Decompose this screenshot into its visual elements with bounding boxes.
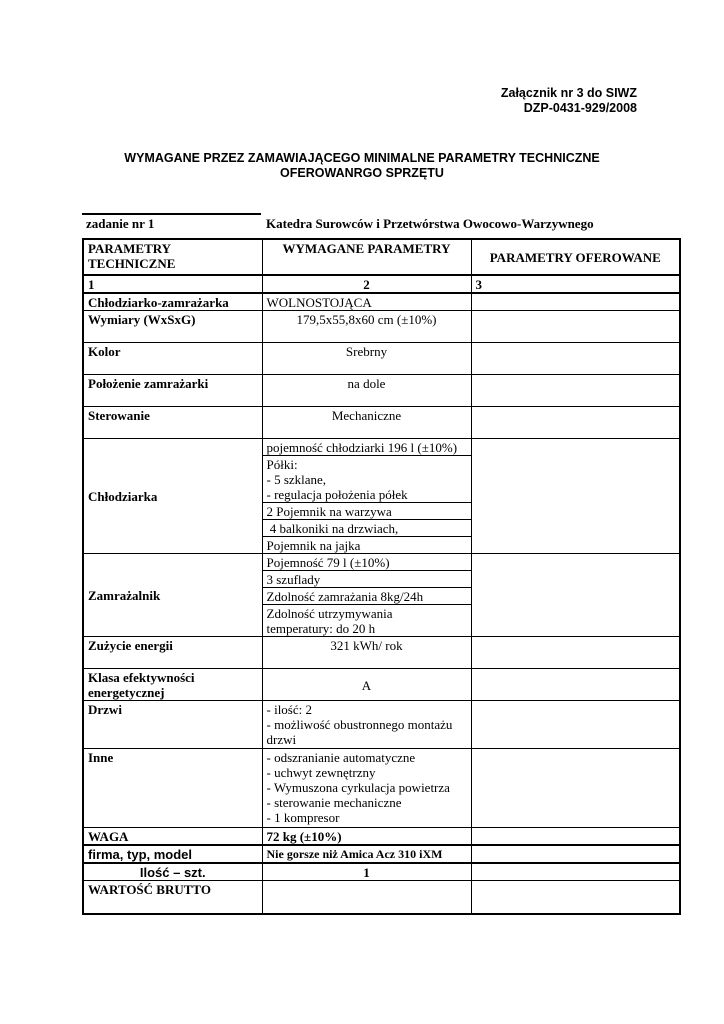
row-value-control: Mechaniczne xyxy=(262,407,471,439)
freezer-spec-item: temperatury: do 20 h xyxy=(266,621,376,636)
row-value-gross-value[interactable] xyxy=(262,881,471,914)
row-value-quantity: 1 xyxy=(262,863,471,881)
offered-cell[interactable] xyxy=(471,407,680,439)
offered-cell[interactable] xyxy=(471,701,680,749)
row-value-fridge xyxy=(262,439,471,554)
table-row xyxy=(83,293,680,311)
row-label-color: Kolor xyxy=(83,343,262,375)
other-spec-item: - uchwyt zewnętrzny xyxy=(266,765,376,780)
task-label: zadanie nr 1 xyxy=(86,216,155,231)
column-number-2: 2 xyxy=(262,275,471,293)
row-value-model: Nie gorsze niż Amica Acz 310 iXM xyxy=(262,845,471,863)
freezer-spec-item: 3 szuflady xyxy=(263,571,471,588)
document-title-line2: OFEROWANRGO SPRZĘTU xyxy=(280,166,444,180)
fridge-spec-item: - 5 szklane, xyxy=(266,472,327,487)
row-label-device: Chłodziarko-zamrażarka xyxy=(83,293,262,311)
header-offered-params: PARAMETRY OFEROWANE xyxy=(471,239,680,275)
row-label-gross-value: WARTOŚĆ BRUTTO xyxy=(83,881,262,914)
row-label-energy-class: Klasa efektywności energetycznej xyxy=(83,669,262,701)
freezer-spec-item: Zdolność zamrażania 8kg/24h xyxy=(263,588,471,605)
row-label-freezer-position: Położenie zamrażarki xyxy=(83,375,262,407)
document-title-line1: WYMAGANE PRZEZ ZAMAWIAJĄCEGO MINIMALNE PARAMETRY TECHNICZNE xyxy=(124,151,600,165)
freezer-retention xyxy=(263,605,471,636)
row-value-freezer-position: na dole xyxy=(262,375,471,407)
row-value-dimensions: 179,5x55,8x60 cm (±10%) xyxy=(262,311,471,343)
offered-cell[interactable] xyxy=(471,828,680,846)
table-row xyxy=(83,749,680,828)
offered-cell[interactable] xyxy=(471,375,680,407)
row-label-freezer: Zamrażalnik xyxy=(83,554,262,637)
column-number-3: 3 xyxy=(471,275,680,293)
table-row xyxy=(83,701,680,749)
freezer-spec-item: Zdolność utrzymywania xyxy=(266,606,393,621)
table-row xyxy=(83,311,680,343)
fridge-spec-item: 2 Pojemnik na warzywa xyxy=(263,503,471,520)
table-row xyxy=(83,637,680,669)
other-spec-item: - odszranianie automatyczne xyxy=(266,750,416,765)
fridge-spec-item: Pojemnik na jajka xyxy=(266,538,361,553)
fridge-spec-item: 4 balkoniki na drzwiach, xyxy=(263,520,471,537)
table-row xyxy=(83,343,680,375)
offered-cell[interactable] xyxy=(471,554,680,637)
header-required-params: WYMAGANE PARAMETRY xyxy=(262,239,471,275)
other-spec-item: - Wymuszona cyrkulacja powietrza xyxy=(266,780,450,795)
row-value-other xyxy=(262,749,471,828)
row-value-weight: 72 kg (±10%) xyxy=(262,828,471,846)
table-row xyxy=(83,407,680,439)
offered-cell[interactable] xyxy=(471,845,680,863)
offered-cell[interactable] xyxy=(471,637,680,669)
table-row xyxy=(83,881,680,914)
row-label-other: Inne xyxy=(83,749,262,828)
offered-cell[interactable] xyxy=(471,439,680,554)
parameters-table xyxy=(82,238,681,915)
row-label-fridge: Chłodziarka xyxy=(83,439,262,554)
offered-cell[interactable] xyxy=(471,669,680,701)
row-label-energy: Zużycie energii xyxy=(83,637,262,669)
row-value-device: WOLNOSTOJĄCA xyxy=(262,293,471,311)
row-value-color: Srebrny xyxy=(262,343,471,375)
fridge-spec-item: Półki: xyxy=(266,457,298,472)
offered-cell[interactable] xyxy=(471,749,680,828)
table-row xyxy=(83,828,680,846)
fridge-spec-item: pojemność chłodziarki 196 l (±10%) xyxy=(263,439,471,456)
offered-cell[interactable] xyxy=(471,343,680,375)
attachment-label: Załącznik nr 3 do SIWZ xyxy=(500,86,637,100)
row-value-freezer xyxy=(262,554,471,637)
fridge-spec-item: - regulacja położenia półek xyxy=(266,487,408,502)
table-row xyxy=(83,375,680,407)
fridge-shelves xyxy=(263,456,471,503)
offered-cell[interactable] xyxy=(471,293,680,311)
doors-spec-item: - możliwość obustronnego montażu xyxy=(266,717,453,732)
offered-cell[interactable] xyxy=(471,311,680,343)
task-top-border xyxy=(82,213,261,215)
other-spec-item: - 1 kompresor xyxy=(266,810,340,825)
header-technical-params: PARAMETRY TECHNICZNE xyxy=(83,239,262,275)
column-numbers-row xyxy=(83,275,680,293)
row-label-dimensions: Wymiary (WxSxG) xyxy=(83,311,262,343)
row-label-control: Sterowanie xyxy=(83,407,262,439)
row-value-doors xyxy=(262,701,471,749)
doors-spec-item: drzwi xyxy=(266,732,297,747)
doors-spec-item: - ilość: 2 xyxy=(266,702,312,717)
offered-cell[interactable] xyxy=(471,863,680,881)
freezer-spec-item: Pojemność 79 l (±10%) xyxy=(263,554,471,571)
table-row xyxy=(83,845,680,863)
row-value-energy-class: A xyxy=(262,669,471,701)
row-label-doors: Drzwi xyxy=(83,701,262,749)
row-label-quantity: Ilość – szt. xyxy=(83,863,262,881)
column-number-1: 1 xyxy=(83,275,262,293)
offered-cell[interactable] xyxy=(471,881,680,914)
other-spec-item: - sterowanie mechaniczne xyxy=(266,795,402,810)
table-row xyxy=(83,554,680,637)
reference-number: DZP-0431-929/2008 xyxy=(523,101,637,115)
table-header-row xyxy=(83,239,680,275)
row-value-energy: 321 kWh/ rok xyxy=(262,637,471,669)
table-row xyxy=(83,863,680,881)
department-name: Katedra Surowców i Przetwórstwa Owocowo-Warzywnego xyxy=(266,216,594,231)
row-label-model: firma, typ, model xyxy=(83,845,262,863)
row-label-weight: WAGA xyxy=(83,828,262,846)
table-row xyxy=(83,669,680,701)
table-row xyxy=(83,439,680,554)
